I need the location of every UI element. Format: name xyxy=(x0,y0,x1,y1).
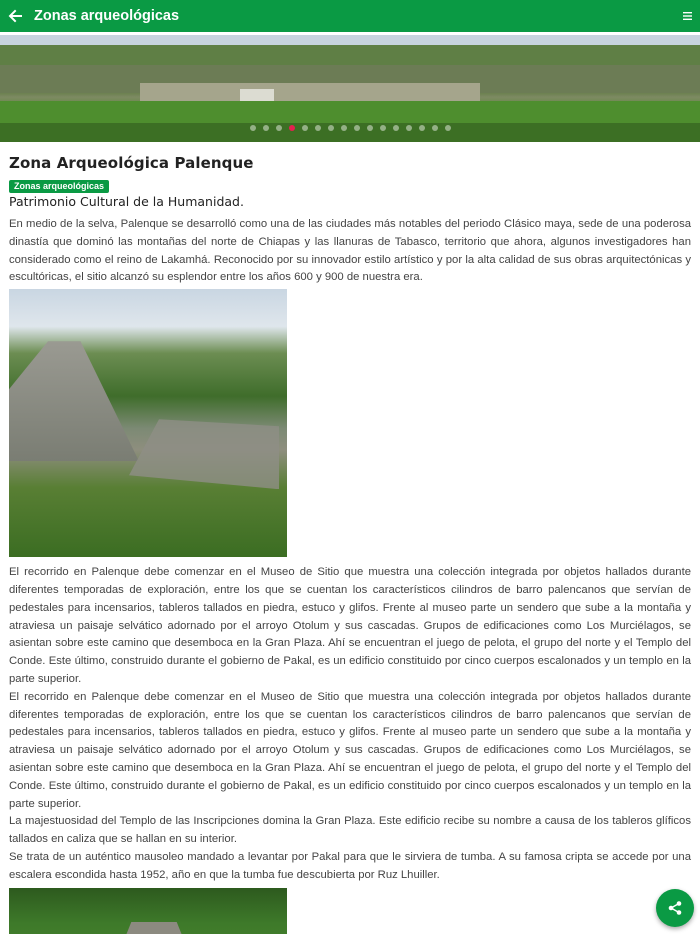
carousel-dot[interactable] xyxy=(328,125,334,131)
carousel-dot[interactable] xyxy=(419,125,425,131)
share-icon xyxy=(667,900,683,916)
article-paragraph: El recorrido en Palenque debe comenzar en el Museo de Sitio que muestra una colección integrada por objetos hallados durante diferentes temporadas de exploración, entre los que se cuentan los característicos cilindros de barro palencanos que servían de pedestales para incensarios, tableros tallados en piedra, estuco y glifos. Frente al museo parte un sendero que sube a la montaña y atraviesa un paisaje selvático adornado por el arroyo Otolum y sus cascadas. Grupos de edificaciones como Los Murciélagos, se asientan sobre este camino que desemboca en la Gran Plaza. Ahí se encuentran el juego de pelota, el grupo del norte y el Templo del Conde. Este último, construido durante el gobierno de Pakal, es un edificio constituido por cinco cuerpos escalonados y un templo en la parte superior. xyxy=(9,566,691,685)
carousel-indicator xyxy=(0,125,700,133)
carousel-dot[interactable] xyxy=(315,125,321,131)
back-button[interactable] xyxy=(2,0,28,32)
carousel-dot[interactable] xyxy=(289,125,295,131)
arrow-left-icon xyxy=(8,9,22,23)
app-bar xyxy=(0,0,700,32)
hamburger-menu-icon xyxy=(682,9,694,23)
carousel-dot[interactable] xyxy=(432,125,438,131)
article-paragraph: El recorrido en Palenque debe comenzar en el Museo de Sitio que muestra una colección integrada por objetos hallados durante diferentes temporadas de exploración, entre los que se cuentan los característicos cilindros de barro palencanos que servían de pedestales para incensarios, tableros tallados en piedra, estuco y glifos. Frente al museo parte un sendero que sube a la montaña y atraviesa un paisaje selvático adornado por el arroyo Otolum y sus cascadas. Grupos de edificaciones como Los Murciélagos, se asientan sobre este camino que desemboca en la Gran Plaza. Ahí se encuentran el juego de pelota, el grupo del norte y el Templo del Conde. Este último, construido durante el gobierno de Pakal, es un edificio constituido por cinco cuerpos escalonados y un templo en la parte superior. xyxy=(9,690,691,810)
app-bar-title: Zonas arqueológicas xyxy=(34,8,180,24)
category-badge[interactable]: Zonas arqueológicas xyxy=(9,180,109,193)
carousel-dot[interactable] xyxy=(367,125,373,131)
carousel-dot[interactable] xyxy=(393,125,399,131)
share-button[interactable] xyxy=(656,889,694,927)
article-paragraph: Se trata de un auténtico mausoleo mandado a levantar por Pakal para que le sirviera de tumba. A su famosa cripta se accede por una escalera escondida hasta 1952, año en que la tumba fue descubierta por Ruz Lhuiller. xyxy=(9,850,691,881)
carousel-dot[interactable] xyxy=(380,125,386,131)
carousel-dot[interactable] xyxy=(250,125,256,131)
carousel-dot[interactable] xyxy=(263,125,269,131)
carousel-dot[interactable] xyxy=(445,125,451,131)
article xyxy=(9,148,691,934)
menu-button[interactable] xyxy=(682,9,694,23)
carousel-dot[interactable] xyxy=(354,125,360,131)
palenque-photo xyxy=(9,289,287,557)
article-subtitle: Patrimonio Cultural de la Humanidad. xyxy=(9,194,244,209)
carousel-dot[interactable] xyxy=(406,125,412,131)
article-paragraph: En medio de la selva, Palenque se desarrolló como una de las ciudades más notables del periodo Clásico maya, sede de una poderosa dinastía que dominó las montañas del norte de Chiapas y las llanuras de Tabasco, territorio que ahora, algunos investigadores han considerado como el reino de Lakamhá. Reconocido por su innovador estilo artístico y por la alta calidad de sus obras arquitectónicas y escultóricas, el sitio alcanzó su esplendor entre los años 600 y 900 de nuestra era. xyxy=(9,218,691,284)
temple-shape xyxy=(9,341,139,461)
page-title: Zona Arqueológica Palenque xyxy=(9,154,254,172)
carousel-dot[interactable] xyxy=(341,125,347,131)
carousel-dot[interactable] xyxy=(276,125,282,131)
article-paragraph: La majestuosidad del Templo de las Inscripciones domina la Gran Plaza. Este edificio recibe su nombre a causa de los tableros glíficos tallados en caliza que se hallan en su interior. xyxy=(9,815,691,846)
temple-inscriptions-photo xyxy=(9,888,287,934)
carousel-dot[interactable] xyxy=(302,125,308,131)
palace-shape xyxy=(129,419,279,489)
ruin-shape xyxy=(109,922,199,934)
